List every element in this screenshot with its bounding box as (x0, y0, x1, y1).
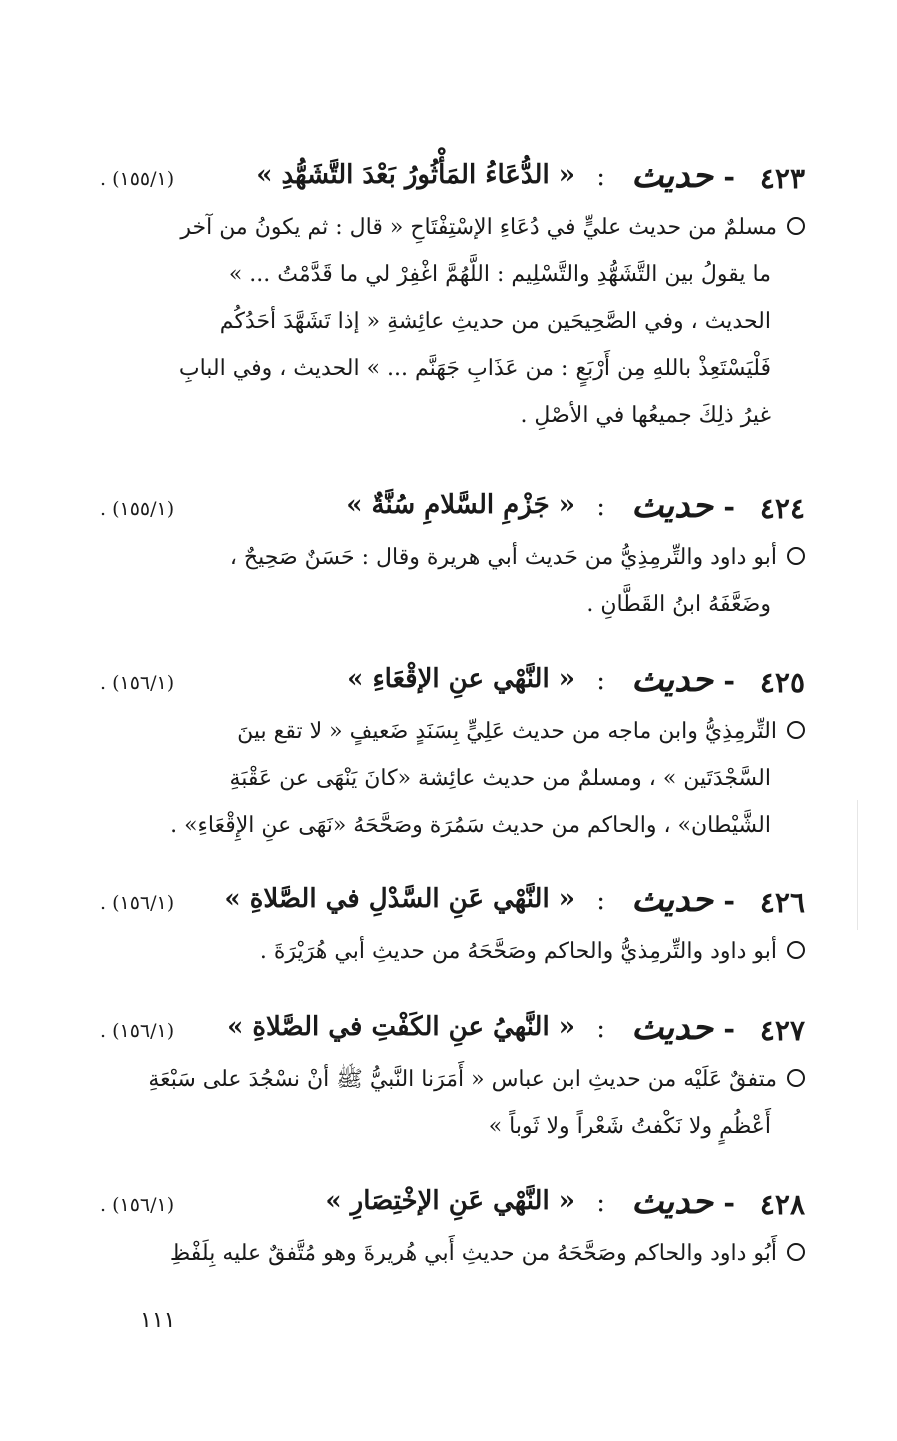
entry-body-line: غيرُ ذلِكَ جميعُها في الأصْلِ . (520, 403, 771, 428)
entry-dash: - (723, 884, 735, 917)
entry-heading (100, 662, 805, 708)
entry-dash: - (723, 160, 735, 193)
entry-label: حديث (631, 1008, 713, 1048)
entry-dash: - (723, 1012, 735, 1045)
circle-bullet-icon (787, 1069, 805, 1087)
entry-body-line: أبو داود والتِّرمِذِيُّ من حَديث أبي هريرة وقال : حَسَنٌ صَحِيحٌ ، (100, 534, 805, 581)
entry-body-line: وضَعَّفَهُ ابنُ القَطَّانِ . (586, 592, 771, 617)
entry-label: حديث (631, 156, 713, 196)
scan-margin-mark (857, 800, 858, 930)
entry-body-line: مسلمٌ من حديث عليٍّ في دُعَاءِ الإسْتِفْتَاحِ « قال : ثم يكونُ من آخر (100, 204, 805, 251)
entry-colon: : (596, 1188, 605, 1218)
entry-heading (100, 1010, 805, 1056)
entry-heading (100, 158, 805, 204)
entry-heading (100, 882, 805, 928)
circle-bullet-icon (787, 547, 805, 565)
hadith-entry-427 (100, 1010, 805, 1150)
entry-reference: (١٥٦/١) . (100, 672, 175, 694)
entry-body-line: أَعْظُمٍ ولا نَكْفتُ شَعْراً ولا ثَوباً » (488, 1114, 771, 1139)
entry-colon: : (596, 666, 605, 696)
entry-label: حديث (631, 660, 713, 700)
entry-body-line: التِّرمِذِيُّ وابن ماجه من حديث عَلِيٍّ بِسَنَدٍ ضَعيفٍ « لا تقع بينَ (100, 708, 805, 755)
entry-title: « الدُّعَاءُ المَأْثُورُ بَعْدَ التَّشَهُّدِ » (256, 160, 575, 190)
circle-bullet-icon (787, 1243, 805, 1261)
entry-number: ٤٢٦ (759, 886, 805, 919)
entry-dash: - (723, 664, 735, 697)
entry-number: ٤٢٥ (759, 666, 805, 699)
entry-reference: (١٥٥/١) . (100, 498, 175, 520)
entry-reference: (١٥٦/١) . (100, 1020, 175, 1042)
hadith-entry-425 (100, 662, 805, 849)
entry-body-line: ما يقولُ بين التَّشَهُّدِ والتَّسْلِيم : اللَّهُمَّ اغْفِرْ لي ما قَدَّمْتُ ... » (228, 262, 771, 287)
entry-heading (100, 1184, 805, 1230)
entry-reference: (١٥٥/١) . (100, 168, 175, 190)
entry-colon: : (596, 886, 605, 916)
entry-colon: : (596, 1014, 605, 1044)
entry-number: ٤٢٨ (759, 1188, 805, 1221)
entry-label: حديث (631, 486, 713, 526)
hadith-entry-424 (100, 488, 805, 628)
entry-heading (100, 488, 805, 534)
entry-number: ٤٢٤ (759, 492, 805, 525)
entry-colon: : (596, 162, 605, 192)
entry-colon: : (596, 492, 605, 522)
entry-body-line: متفقٌ عَلَيْه من حديثِ ابن عباس « أَمَرَنا النَّبيُّ ﷺ أنْ نسْجُدَ على سَبْعَةِ (100, 1056, 805, 1103)
entry-label: حديث (631, 1182, 713, 1222)
entry-number: ٤٢٣ (759, 162, 805, 195)
entry-dash: - (723, 1186, 735, 1219)
entry-body-line: أبو داود والتِّرمِذيُّ والحاكم وصَحَّحَهُ من حديثِ أبي هُرَيْرَةَ . (100, 928, 805, 975)
entry-body-line: الشَّيْطان» ، والحاكم من حديث سَمُرَة وصَحَّحَهُ «نَهَى عنِ الإِقْعَاءِ» . (170, 813, 771, 838)
entry-title: « النَّهْي عنِ الإقْعَاءِ » (347, 664, 575, 694)
entry-body-line: أَبُو داود والحاكم وصَحَّحَهُ من حديثِ أَبي هُريرةَ وهو مُتَّفقٌ عليه بِلَفْظِ (100, 1230, 805, 1277)
hadith-entry-428 (100, 1184, 805, 1277)
page-number: ١١١ (140, 1308, 176, 1333)
entry-title: « جَزْمِ السَّلامِ سُنَّةٌ » (346, 490, 575, 520)
entry-number: ٤٢٧ (759, 1014, 805, 1047)
entry-title: « النَّهْي عَنِ الإخْتِصَارِ » (325, 1186, 575, 1216)
hadith-entry-423 (100, 158, 805, 439)
entry-dash: - (723, 490, 735, 523)
circle-bullet-icon (787, 721, 805, 739)
entry-label: حديث (631, 880, 713, 920)
entry-reference: (١٥٦/١) . (100, 892, 175, 914)
circle-bullet-icon (787, 217, 805, 235)
entry-body-line: السَّجْدَتَين » ، ومسلمٌ من حديث عائِشة «كانَ يَنْهَى عن عَقْبَةِ (229, 766, 771, 791)
hadith-entry-426 (100, 882, 805, 975)
entry-title: « النَّهْي عَنِ السَّدْلِ في الصَّلاةِ » (224, 884, 575, 914)
entry-reference: (١٥٦/١) . (100, 1194, 175, 1216)
circle-bullet-icon (787, 941, 805, 959)
entry-title: « النَّهيُ عنِ الكَفْتِ في الصَّلاةِ » (227, 1012, 575, 1042)
entry-body-line: فَلْيَسْتَعِذْ باللهِ مِن أَرْبَعٍ : من عَذَابِ جَهَنَّم ... » الحديث ، وفي البابِ (178, 356, 771, 381)
entry-body-line: الحديث ، وفي الصَّحِيحَين من حديثِ عائِشةِ « إذا تَشَهَّدَ أحَدُكُم (219, 309, 771, 334)
